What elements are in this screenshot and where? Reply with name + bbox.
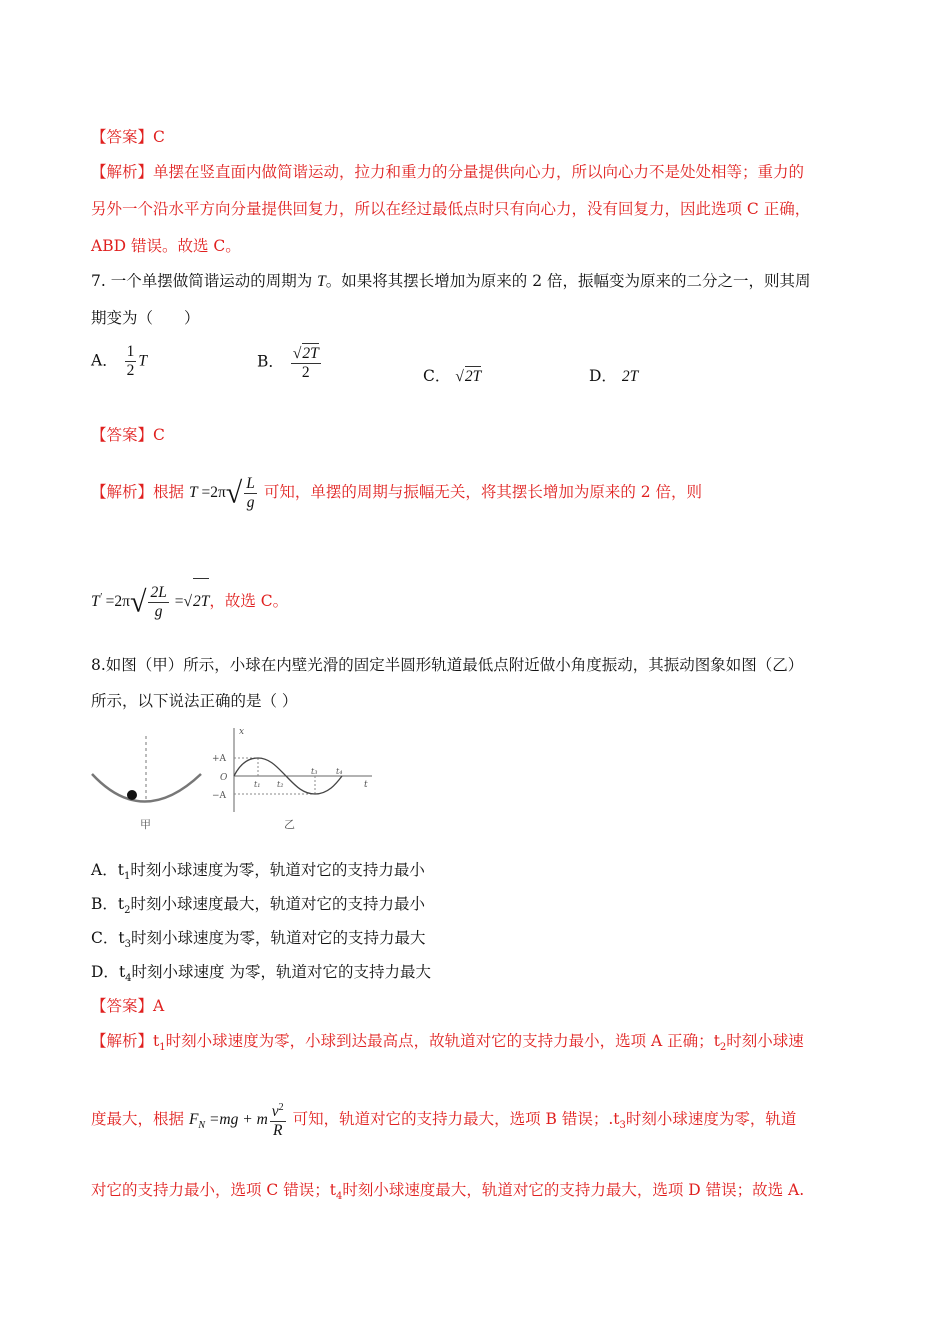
fraction [244,475,257,512]
q8-analysis-line1 [91,1030,804,1059]
axis-t-label: t [364,780,368,790]
sub: 3 [619,1120,626,1132]
answer-value: C [153,128,165,146]
analysis-tag: 【解析】 [91,483,154,501]
var-t: t [613,1110,620,1128]
option-label: A． [91,861,118,879]
q7-option-c [423,364,481,386]
analysis-tag: 【解析】 [91,163,154,181]
q7-stem-text: 7. 一个单摆做简谐运动的周期为 [91,272,318,290]
option-var: t [117,861,124,879]
option-sub: 1 [123,871,131,883]
sub: 4 [335,1191,343,1203]
formula-result: 2T [193,578,209,624]
option-value: 2T [621,368,639,385]
q6-analysis-line3: ABD 错误。故选 C。 [91,237,241,255]
var-t: t [153,1032,160,1050]
option-text: 时刻小球速度最大，轨道对它的支持力最小 [130,895,426,913]
t3-label: t₃ [311,767,318,776]
label-yi: 乙 [284,818,295,831]
q7-answer [91,424,165,446]
formula-eq: =mg + m [205,1111,268,1128]
option-label: D． [589,367,617,385]
option-label: A． [91,351,118,370]
q7-option-d [589,364,638,386]
sub-2: 2 [719,1042,727,1054]
radicand: 2T [302,345,319,362]
q7-stem-text-2: 。如果将其摆长增加为原来的 2 倍，振幅变为原来的二分之一，则其周 [325,272,811,290]
option-text: 时刻小球速度为零，轨道对它的支持力最大 [130,929,426,947]
q8-option-b [91,893,425,922]
formula-f: F [188,1111,199,1128]
var-t-2: t [713,1032,720,1050]
analysis-text: 根据 [153,483,185,501]
denominator: 2 [301,363,310,381]
formula-eq-2: = [170,593,184,611]
option-text: 时刻小球速度为零，轨道对它的支持力最小 [130,861,425,879]
analysis-text: 度最大，根据 [91,1110,185,1128]
formula-eq: =2π [101,593,130,611]
answer-value: C [153,426,165,444]
option-label: B． [91,895,118,913]
fraction [270,1102,286,1140]
analysis-text: 单摆在竖直面内做简谐运动，拉力和重力的分量提供向心力，所以向心力不是处处相等；重力的 [153,163,805,181]
analysis-text: 对它的支持力最小，选项 C 错误； [91,1181,330,1199]
minus-a-label: −A [212,791,227,801]
formula-lhs: T [188,484,198,501]
q8-analysis-line3 [91,1179,804,1208]
denominator: g [246,493,255,511]
answer-tag: 【答案】 [91,128,154,146]
q8-stem-line2: 所示，以下说法正确的是（ ） [91,692,298,710]
q8-option-c [91,927,426,956]
option-sub: 4 [125,973,132,985]
formula-lhs: T [91,593,100,611]
numerator: L [246,475,255,493]
q6-analysis-line1 [91,161,804,183]
t1-label: t₁ [254,780,261,789]
option-label: D． [91,963,119,981]
q8-figure [88,724,378,834]
answer-tag: 【答案】 [91,426,154,444]
numerator: 2L [150,584,167,602]
denominator: g [154,603,163,621]
normal-force-formula [188,1101,288,1139]
origin-label: O [220,773,228,783]
option-label: C． [91,929,119,947]
period-formula: T =2π√ $\frac{L}{g}$ [188,475,255,511]
denominator: 2 [126,361,135,379]
axis-x-label: x [239,727,245,737]
option-sub: 3 [124,939,131,951]
denominator: R [272,1121,283,1139]
answer-value: A [153,997,165,1015]
numerator: 1 [126,343,135,360]
numerator [270,1102,286,1122]
formula-sub: N [198,1120,206,1132]
q7-option-a [91,343,147,380]
analysis-tag: 【解析】 [91,1032,154,1050]
option-var: t [117,895,125,913]
analysis-text: 时刻小球速度为零，小球到达最高点，故轨道对它的支持力最小，选项 A 正确； [165,1032,714,1050]
var-t: t [329,1181,336,1199]
radicand: 2T [464,368,482,385]
numerator-var: v [271,1102,279,1120]
conclusion: ，故选 C。 [209,592,289,611]
option-text: 时刻小球速度 为零，轨道对它的支持力最大 [131,963,431,981]
fraction [148,584,168,621]
variable: T [138,352,148,370]
q7-option-b [257,343,323,382]
formula-eq: =2π [197,484,226,501]
exponent: 2 [278,1101,284,1113]
option-label: C． [423,367,451,385]
analysis-text-2: 可知，轨道对它的支持力最大，选项 B 错误；. [292,1110,614,1128]
q7-analysis-line2 [91,576,288,625]
q6-analysis-line2: 另外一个沿水平方向分量提供回复力，所以在经过最低点时只有向心力，没有回复力，因此选项 C 正确， [91,200,811,218]
option-var: t [118,963,126,981]
q8-option-a [91,859,425,888]
q7-stem-line2: 期变为（ ） [91,309,200,327]
new-period-formula: T' =2π√ $\frac{2L}{g}$ =√2T [91,593,209,610]
analysis-text-2: 时刻小球速 [726,1032,804,1050]
t2-label: t₂ [277,780,284,789]
plus-a-label: +A [212,754,227,764]
q8-answer [91,995,164,1017]
q7-stem-var: T [317,273,326,290]
answer-tag: 【答案】 [91,997,154,1015]
analysis-text-3: 时刻小球速度为零，轨道 [625,1110,797,1128]
q7-stem-line1 [91,270,811,293]
q8-stem-line1: 8.如图（甲）所示，小球在内壁光滑的固定半圆形轨道最低点附近做小角度振动，其振动图象如图（乙） [91,656,804,674]
fraction [291,343,321,382]
analysis-text-2: 时刻小球速度最大，轨道对它的支持力最大，选项 D 错误；故选 A. [342,1181,805,1199]
t4-label: t₄ [336,767,343,776]
sub: 1 [159,1042,166,1054]
q8-option-d [91,961,431,990]
prime: ' [99,592,102,603]
option-label: B． [257,352,284,371]
sqrt-expression: √2T [455,368,482,385]
fraction [125,343,137,380]
q8-analysis-line2 [91,1094,796,1151]
option-sub: 2 [124,905,131,917]
q7-analysis-line1 [91,470,702,515]
numerator: √2T [292,345,319,362]
option-var: t [118,929,125,947]
analysis-text-2: 可知，单摆的周期与振幅无关，将其摆长增加为原来的 2 倍，则 [263,483,703,501]
q6-answer [91,126,165,148]
label-jia: 甲 [140,818,151,831]
ball [127,790,137,800]
